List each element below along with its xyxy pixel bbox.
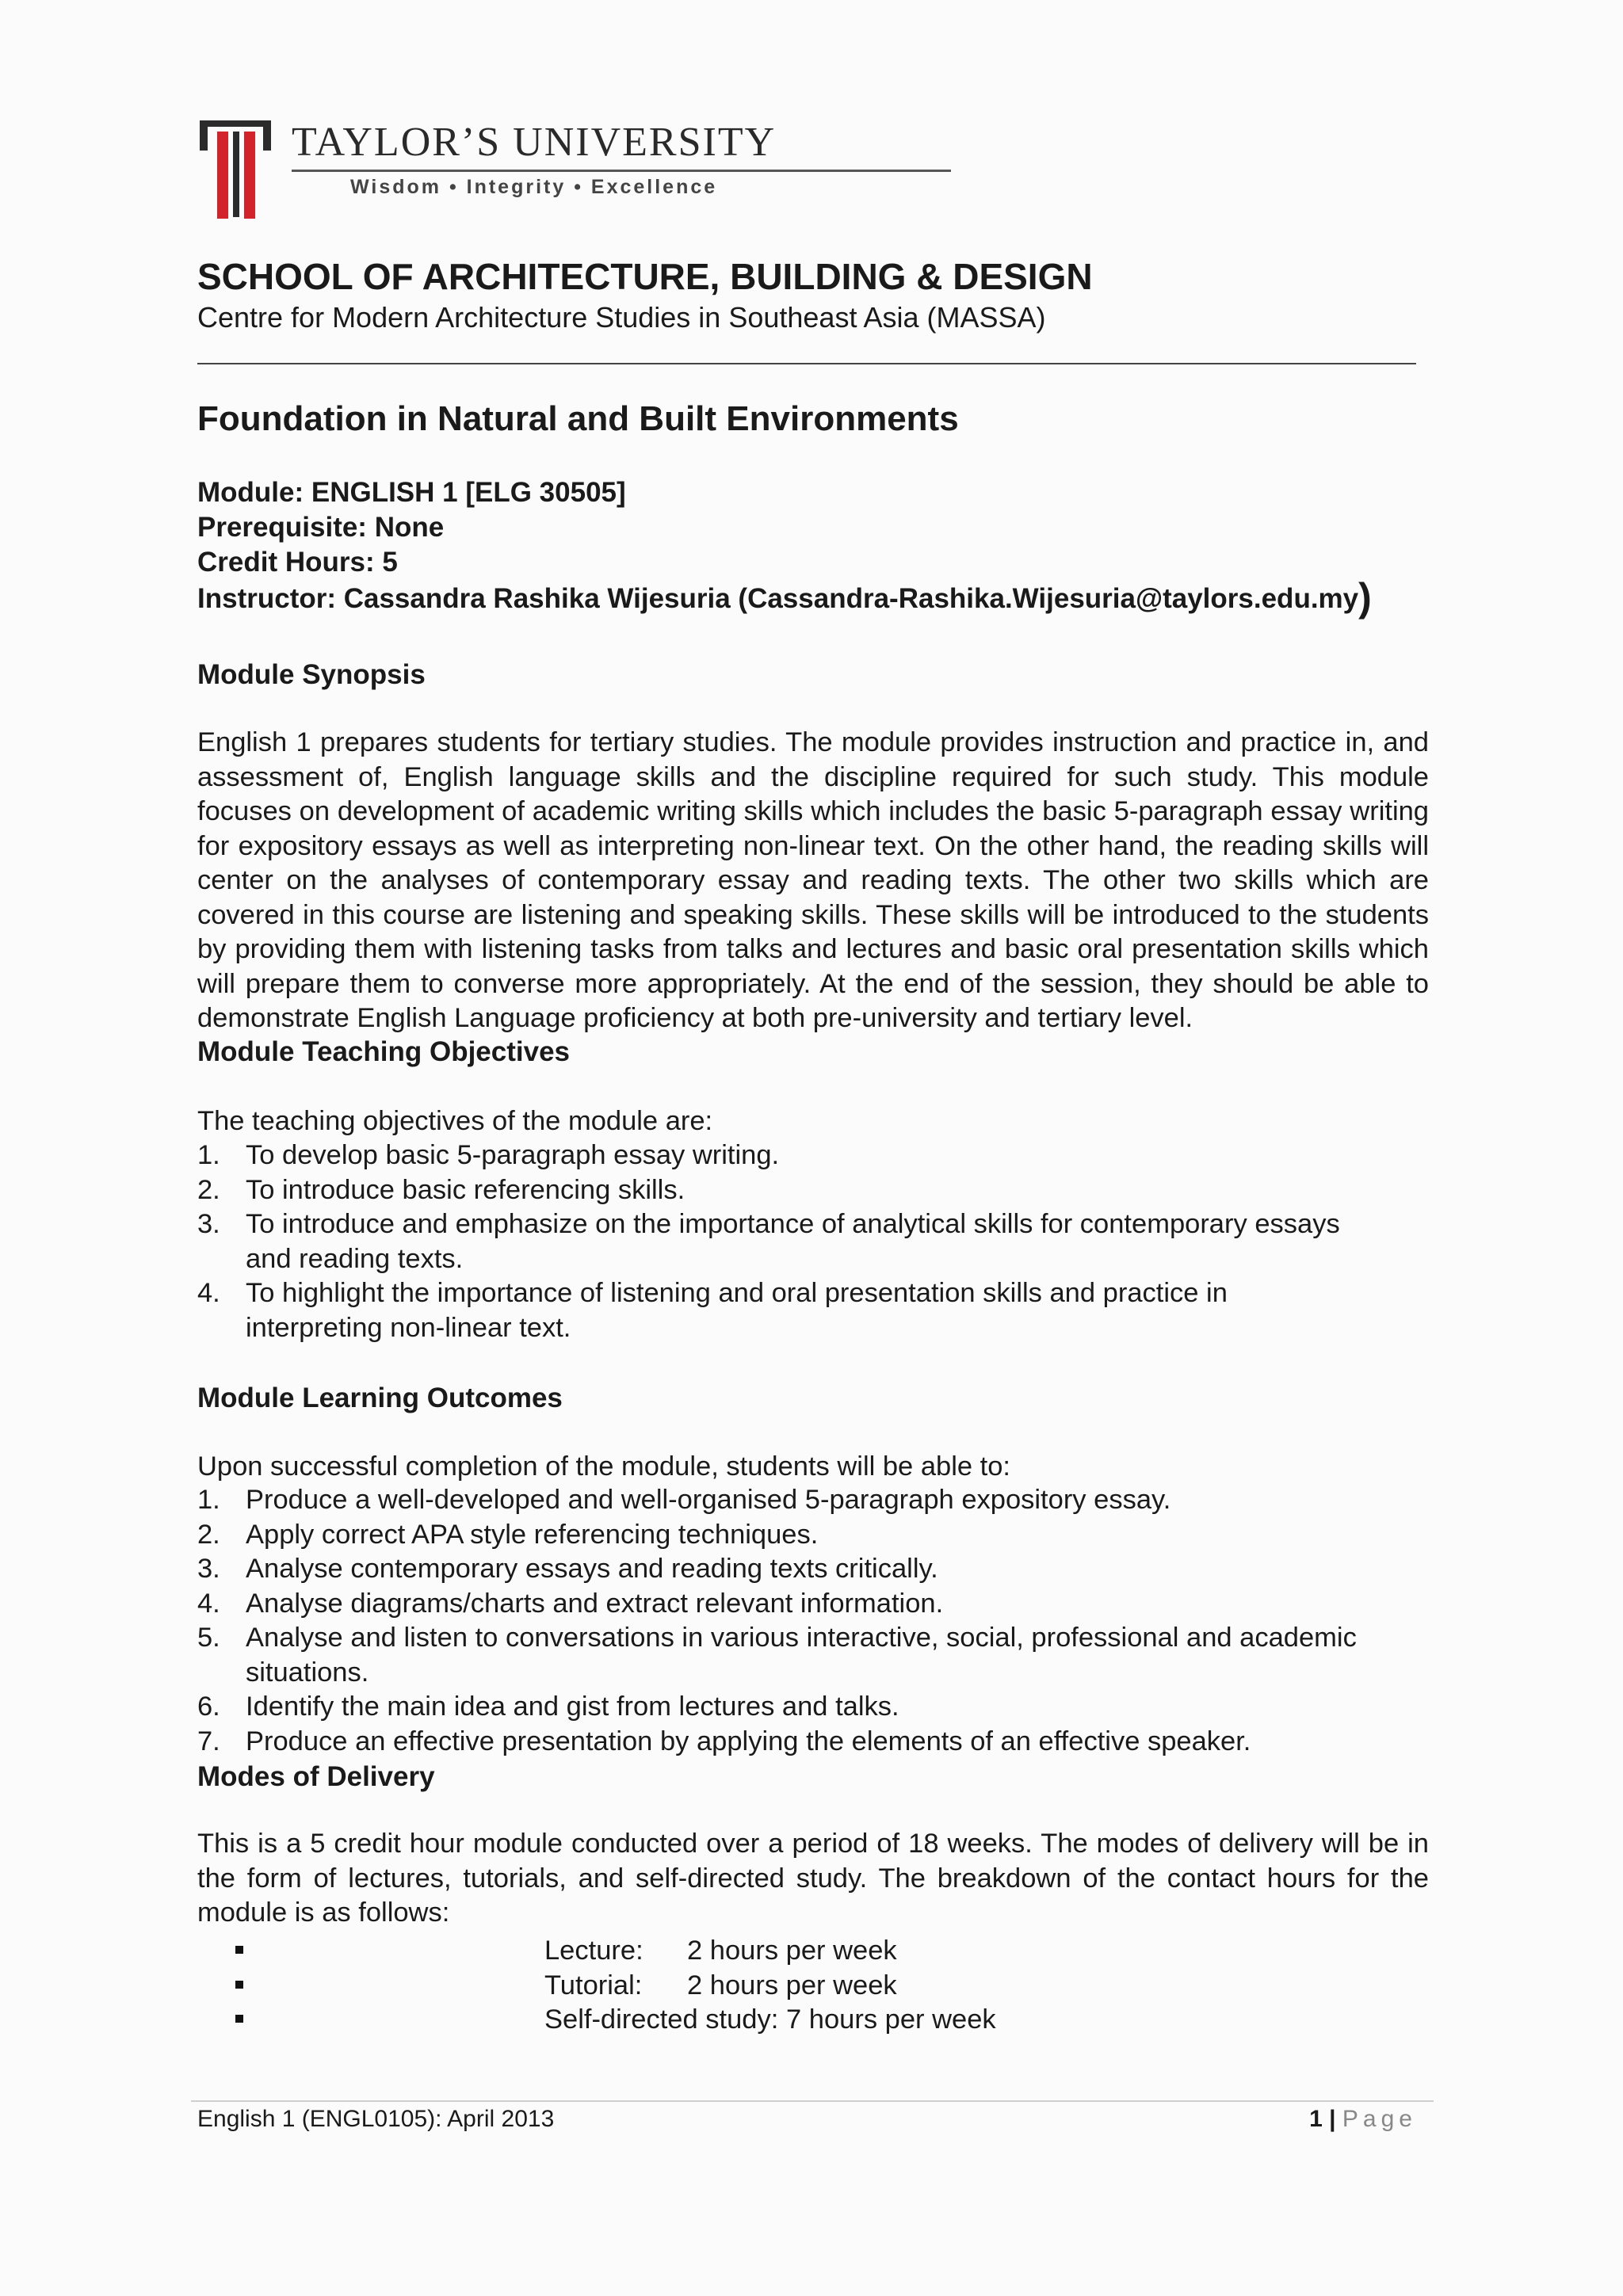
list-text: To highlight the importance of listening and oral presentation skills and practice in interpreting non-linear text. [246, 1278, 1228, 1343]
contact-label: Self-directed study: [544, 2004, 779, 2035]
university-tagline: Wisdom • Integrity • Excellence [350, 176, 718, 198]
list-item [197, 1552, 1418, 1587]
list-text: Produce a well-developed and well-organised 5-paragraph expository essay. [246, 1485, 1171, 1515]
outcomes-list [197, 1483, 1418, 1759]
list-number: 3. [197, 1554, 220, 1584]
bullet-icon [235, 2015, 243, 2023]
list-item [197, 1725, 1418, 1760]
list-text: To introduce basic referencing skills. [246, 1174, 685, 1205]
list-text: Produce an effective presentation by applying the elements of an effective speaker. [246, 1726, 1251, 1756]
list-text: Analyse and listen to conversations in various interactive, social, professional and academic situations. [246, 1623, 1357, 1688]
objectives-heading: Module Teaching Objectives [197, 1036, 571, 1067]
synopsis-heading: Module Synopsis [197, 659, 426, 690]
bullet-icon [235, 1946, 243, 1954]
list-number: 4. [197, 1588, 220, 1619]
list-item [197, 1690, 1418, 1725]
list-number: 1. [197, 1140, 220, 1170]
centre-subtitle: Centre for Modern Architecture Studies in Southeast Asia (MASSA) [197, 301, 1046, 334]
list-item [197, 1587, 1418, 1622]
list-number: 2. [197, 1174, 220, 1205]
page-label: Page [1342, 2106, 1417, 2132]
university-crest-icon [200, 120, 271, 222]
page-separator: | [1329, 2106, 1336, 2132]
header-divider [197, 363, 1416, 364]
contact-value: 2 hours per week [687, 1936, 897, 1966]
contact-value: 7 hours per week [786, 2004, 996, 2035]
logo-divider [292, 170, 951, 172]
list-item [197, 1173, 1418, 1208]
outcomes-heading: Module Learning Outcomes [197, 1383, 563, 1413]
bullet-icon [235, 1981, 243, 1989]
outcomes-intro: Upon successful completion of the module, students will be able to: [197, 1451, 1010, 1482]
list-item [197, 1207, 1418, 1276]
list-text: Apply correct APA style referencing techniques. [246, 1519, 819, 1550]
list-item [197, 1276, 1418, 1345]
delivery-body: This is a 5 credit hour module conducted over a period of 18 weeks. The modes of delivery will be in the form of lectures, tutorials, and self-directed study. The breakdown of the contact hours for the module is as follows: [197, 1829, 1429, 1928]
university-logo [200, 119, 777, 222]
list-text: To introduce and emphasize on the importance of analytical skills for contemporary essays and reading texts. [246, 1209, 1340, 1274]
programme-title: Foundation in Natural and Built Environments [197, 399, 959, 438]
instructor-close-paren: ) [1358, 575, 1372, 620]
module-meta [197, 475, 1372, 620]
contact-value: 2 hours per week [687, 1970, 897, 2000]
school-title: SCHOOL OF ARCHITECTURE, BUILDING & DESIGN [197, 256, 1093, 297]
footer-document-info: English 1 (ENGL0105): April 2013 [197, 2106, 555, 2132]
list-number: 3. [197, 1209, 220, 1239]
list-item [197, 1483, 1418, 1518]
list-number: 6. [197, 1691, 220, 1722]
module-instructor [197, 575, 1372, 620]
module-code: Module: ENGLISH 1 [ELG 30505] [197, 477, 626, 508]
synopsis-body: English 1 prepares students for tertiary studies. The module provides instruction and practice in, and assessment of, English language skills and the discipline required for such study. This module focuses on development of academic writing skills which includes the basic 5-paragraph essay writing for expository essays as well as interpreting non-linear text. On the other hand, the reading skills will center on the analyses of contemporary essay and reading texts. The other two skills which are covered in this course are listening and speaking skills. These skills will be introduced to the students by providing them with listening tasks from talks and lectures and basic oral presentation skills which will prepare them to converse more appropriately. At the end of the session, they should be able to demonstrate English Language proficiency at both pre-university and tertiary level. [197, 727, 1429, 1033]
page-indicator [1309, 2106, 1417, 2133]
contact-label: Tutorial: [544, 1970, 643, 2000]
list-text: Identify the main idea and gist from lectures and talks. [246, 1691, 899, 1722]
footer-divider [191, 2100, 1434, 2102]
list-text: Analyse diagrams/charts and extract relevant information. [246, 1588, 944, 1619]
objectives-intro: The teaching objectives of the module are: [197, 1106, 713, 1136]
list-item [197, 1621, 1418, 1690]
list-number: 1. [197, 1485, 220, 1515]
list-item [197, 1518, 1418, 1553]
list-item [197, 1138, 1418, 1173]
list-text: To develop basic 5-paragraph essay writing. [246, 1140, 780, 1170]
list-text: Analyse contemporary essays and reading texts critically. [246, 1554, 938, 1584]
module-credit-hours: Credit Hours: 5 [197, 547, 398, 578]
university-name: TAYLOR’S UNIVERSITY [292, 120, 777, 165]
list-number: 2. [197, 1519, 220, 1550]
contact-label: Lecture: [544, 1936, 643, 1966]
objectives-list [197, 1138, 1418, 1345]
list-number: 5. [197, 1623, 220, 1653]
module-prerequisite: Prerequisite: None [197, 512, 445, 543]
delivery-heading: Modes of Delivery [197, 1761, 435, 1792]
list-number: 4. [197, 1278, 220, 1308]
list-number: 7. [197, 1726, 220, 1756]
page-number: 1 [1309, 2106, 1323, 2132]
instructor-text: Instructor: Cassandra Rashika Wijesuria (Cassandra-Rashika.Wijesuria@taylors.edu.my [197, 583, 1359, 614]
